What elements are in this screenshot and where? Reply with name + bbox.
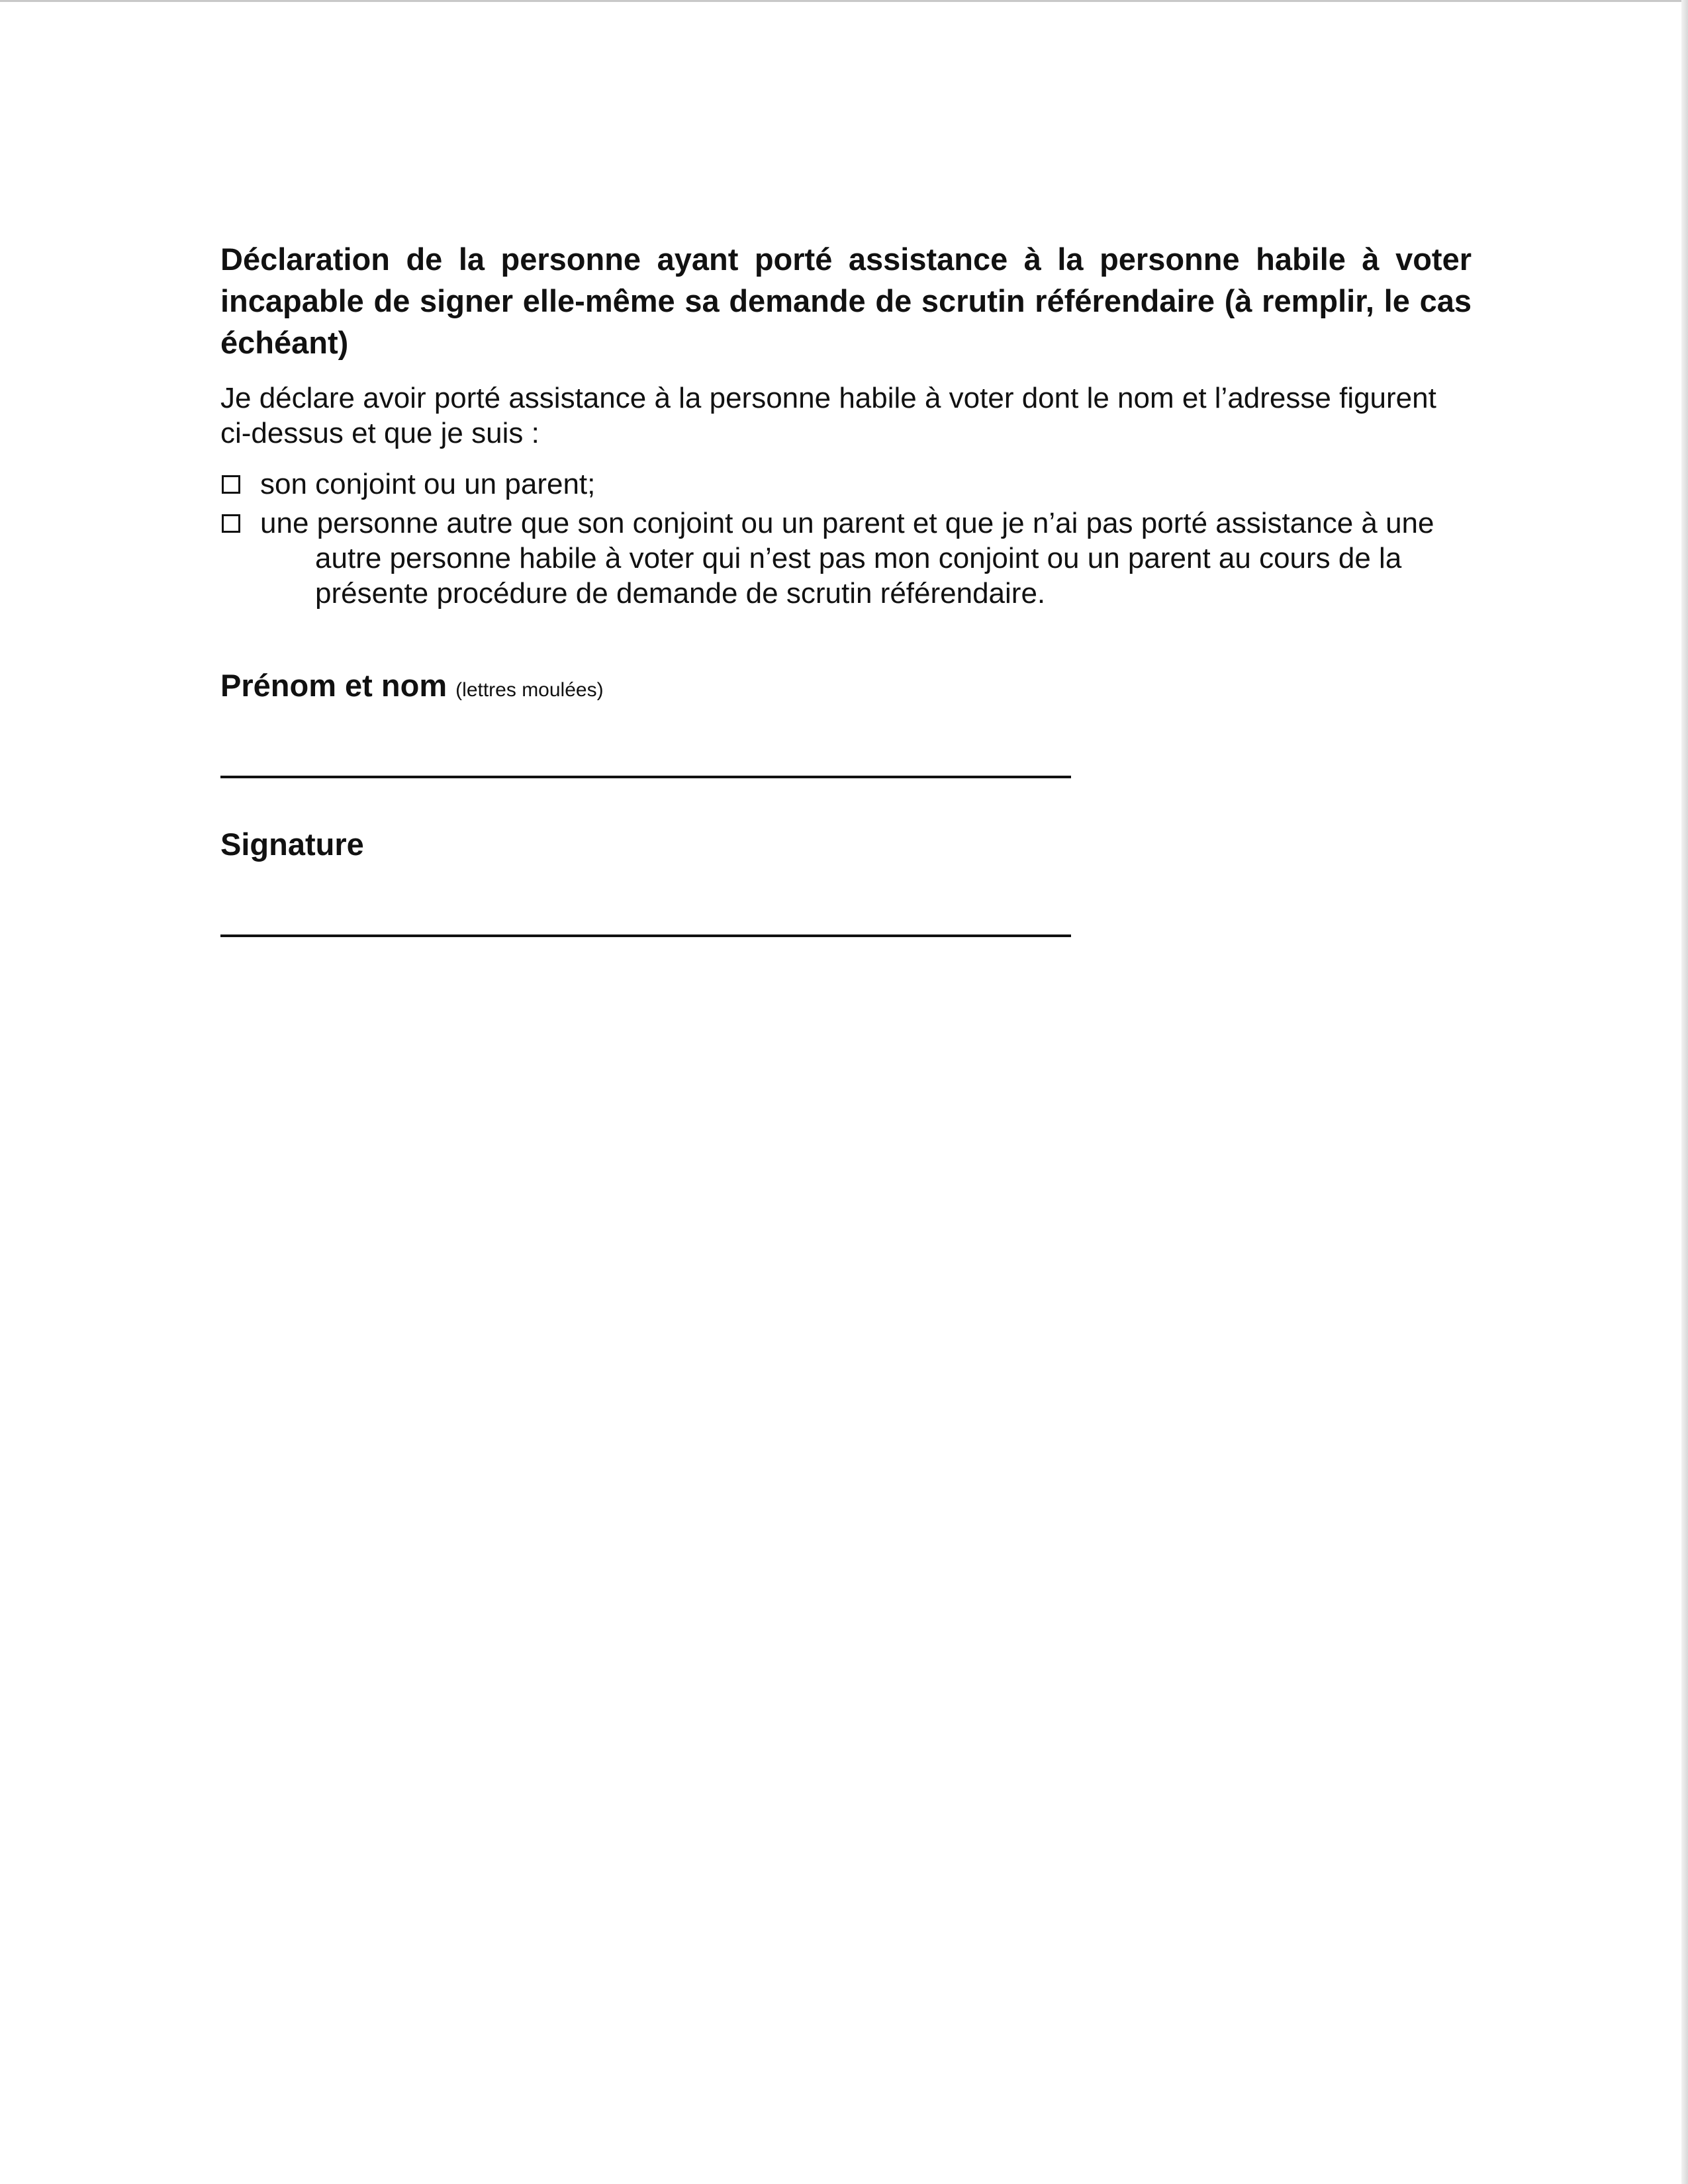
- declaration-title: Déclaration de la personne ayant porté assistance à la personne habile à voter incapable de signer elle-même sa demande de scrutin référendaire (à remplir, le cas échéant): [220, 242, 1472, 360]
- declaration-options: [220, 467, 1472, 611]
- signature-input-line[interactable]: [220, 934, 1071, 937]
- checkbox-icon[interactable]: [222, 514, 240, 533]
- name-field-label: [220, 667, 604, 709]
- name-input-line[interactable]: [220, 776, 1071, 778]
- signature-field-label: Signature: [220, 827, 364, 862]
- option-label: son conjoint ou un parent;: [260, 468, 596, 500]
- scan-top-edge: [0, 0, 1688, 2]
- scan-right-edge: [1681, 0, 1688, 2184]
- option-spouse-or-parent[interactable]: [220, 467, 1472, 502]
- name-label-text: Prénom et nom: [220, 668, 447, 703]
- checkbox-icon[interactable]: [222, 475, 240, 494]
- declaration-section: [220, 238, 1472, 615]
- option-label: une personne autre que son conjoint ou un parent et que je n’ai pas porté assistance à une autre personne habile à voter qui n’est pas mon conjoint ou un parent au cours de la présente procédure de demande de scrutin référendaire.: [260, 507, 1434, 610]
- declaration-intro: Je déclare avoir porté assistance à la personne habile à voter dont le nom et l’adresse figurent ci-dessus et que je suis :: [220, 382, 1436, 449]
- name-label-hint: (lettres moulées): [455, 679, 604, 701]
- option-other-person[interactable]: [220, 506, 1472, 611]
